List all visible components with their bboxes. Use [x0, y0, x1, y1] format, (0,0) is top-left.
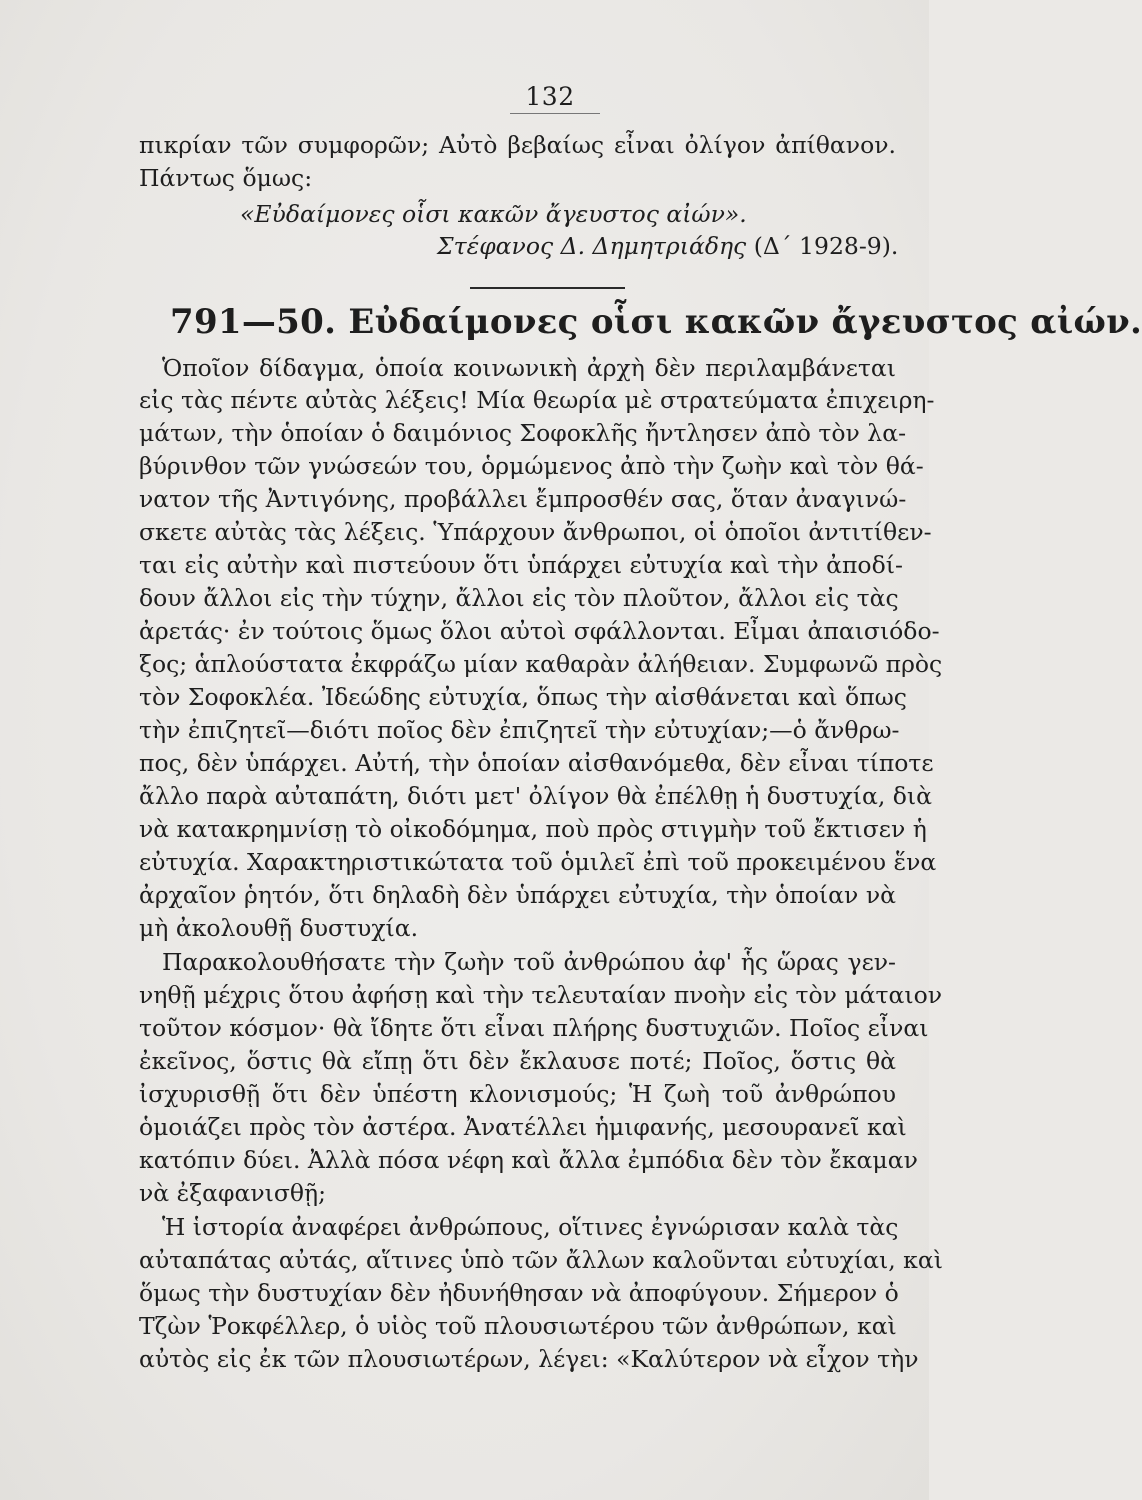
- text-line: ται εἰς αὐτὴν καὶ πιστεύουν ὅτι ὑπάρχει εὐτυχία καὶ τὴν ἀποδί-: [139, 551, 903, 579]
- page-number: 132: [525, 82, 575, 111]
- text-line: τὴν ἐπιζητεῖ—διότι ποῖος δὲν ἐπιζητεῖ τὴν εὐτυχίαν;—ὁ ἄνθρω-: [139, 716, 900, 744]
- text-line: νὰ κατακρημνίσῃ τὸ οἰκοδόμημα, ποὺ πρὸς στιγμὴν τοῦ ἔκτισεν ἡ: [139, 815, 927, 843]
- text-line: μάτων, τὴν ὁποίαν ὁ δαιμόνιος Σοφοκλῆς ἤντλησεν ἀπὸ τὸν λα-: [139, 419, 907, 447]
- epigraph-quote: «Εὐδαίμονες οἷσι κακῶν ἄγευστος αἰών».: [240, 200, 747, 228]
- text-line: αὐτὸς εἰς ἐκ τῶν πλουσιωτέρων, λέγει: «Καλύτερον νὰ εἶχον τὴν: [139, 1345, 919, 1373]
- text-line: νατον τῆς Ἀντιγόνης, προβάλλει ἔμπροσθέν σας, ὅταν ἀναγινώ-: [139, 485, 907, 513]
- text-line: πικρίαν τῶν συμφορῶν; Αὐτὸ βεβαίως εἶναι ὀλίγον ἀπίθανον.: [139, 131, 896, 159]
- text-line: ὅμως τὴν δυστυχίαν δὲν ἠδυνήθησαν νὰ ἀποφύγουν. Σήμερον ὁ: [139, 1279, 899, 1307]
- text-line: αὐταπάτας αὐτάς, αἵτινες ὑπὸ τῶν ἄλλων καλοῦνται εὐτυχίαι, καὶ: [139, 1246, 943, 1274]
- text-line: τὸν Σοφοκλέα. Ἰδεώδης εὐτυχία, ὅπως τὴν αἰσθάνεται καὶ ὅπως: [139, 683, 907, 711]
- text-line: Ὁποῖον δίδαγμα, ὁποία κοινωνικὴ ἀρχὴ δὲν περιλαμβάνεται: [162, 354, 896, 382]
- text-line: σκετε αὐτὰς τὰς λέξεις. Ὑπάρχουν ἄνθρωποι, οἱ ὁποῖοι ἀντιτίθεν-: [139, 518, 932, 546]
- text-line: Παρακολουθήσατε τὴν ζωὴν τοῦ ἀνθρώπου ἀφ' ἧς ὥρας γεν-: [162, 948, 896, 976]
- section-divider: [470, 287, 625, 289]
- text-line: τοῦτον κόσμον· θὰ ἴδητε ὅτι εἶναι πλήρης δυστυχιῶν. Ποῖος εἶναι: [139, 1014, 929, 1042]
- text-line: ἄλλο παρὰ αὐταπάτη, διότι μετ' ὀλίγον θὰ ἐπέλθῃ ἡ δυστυχία, διὰ: [139, 782, 932, 810]
- text-line: εἰς τὰς πέντε αὐτὰς λέξεις! Μία θεωρία μὲ στρατεύματα ἐπιχειρη-: [139, 386, 935, 414]
- epigraph-author: [437, 232, 898, 260]
- text-line: δουν ἄλλοι εἰς τὴν τύχην, ἄλλοι εἰς τὸν πλοῦτον, ἄλλοι εἰς τὰς: [139, 584, 899, 612]
- text-line: ἐκεῖνος, ὅστις θὰ εἴπῃ ὅτι δὲν ἔκλαυσε ποτέ; Ποῖος, ὅστις θὰ: [139, 1047, 896, 1075]
- text-line: ἀρχαῖον ῥητόν, ὅτι δηλαδὴ δὲν ὑπάρχει εὐτυχία, τὴν ὁποίαν νὰ: [139, 881, 896, 909]
- text-line: νηθῇ μέχρις ὅτου ἀφήσῃ καὶ τὴν τελευταίαν πνοὴν εἰς τὸν μάταιον: [139, 981, 943, 1009]
- text-line: ἰσχυρισθῇ ὅτι δὲν ὑπέστη κλονισμούς; Ἡ ζωὴ τοῦ ἀνθρώπου: [139, 1080, 896, 1108]
- text-line: Ἡ ἱστορία ἀναφέρει ἀνθρώπους, οἵτινες ἐγνώρισαν καλὰ τὰς: [162, 1213, 899, 1241]
- text-line: κατόπιν δύει. Ἀλλὰ πόσα νέφη καὶ ἄλλα ἐμπόδια δὲν τὸν ἔκαμαν: [139, 1146, 918, 1174]
- text-line: ὁμοιάζει πρὸς τὸν ἀστέρα. Ἀνατέλλει ἡμιφανής, μεσουρανεῖ καὶ: [139, 1113, 907, 1141]
- text-line: ξος; ἁπλούστατα ἐκφράζω μίαν καθαρὰν ἀλήθειαν. Συμφωνῶ πρὸς: [139, 650, 943, 678]
- page-number-rule: [510, 113, 600, 114]
- text-line: μὴ ἀκολουθῇ δυστυχία.: [139, 914, 419, 942]
- author-name: Στέφανος Δ. Δημητριάδης: [437, 232, 747, 260]
- text-line: πος, δὲν ὑπάρχει. Αὐτή, τὴν ὁποίαν αἰσθανόμεθα, δὲν εἶναι τίποτε: [139, 749, 934, 777]
- text-line: εὐτυχία. Χαρακτηριστικώτατα τοῦ ὁμιλεῖ ἐπὶ τοῦ προκειμένου ἕνα: [139, 848, 937, 876]
- section-heading: 791—50. Εὐδαίμονες οἷσι κακῶν ἄγευστος αἰών.: [170, 302, 1142, 342]
- text-line: ἀρετάς· ἐν τούτοις ὅμως ὅλοι αὐτοὶ σφάλλονται. Εἶμαι ἀπαισιόδο-: [139, 617, 940, 645]
- author-date: (Δ΄ 1928-9).: [753, 232, 899, 260]
- text-line: βύρινθον τῶν γνώσεών του, ὁρμώμενος ἀπὸ τὴν ζωὴν καὶ τὸν θά-: [139, 452, 924, 480]
- text-line: Πάντως ὅμως:: [139, 164, 313, 192]
- text-line: Τζὼν Ῥοκφέλλερ, ὁ υἱὸς τοῦ πλουσιωτέρου τῶν ἀνθρώπων, καὶ: [139, 1312, 897, 1340]
- text-line: νὰ ἐξαφανισθῇ;: [139, 1179, 327, 1207]
